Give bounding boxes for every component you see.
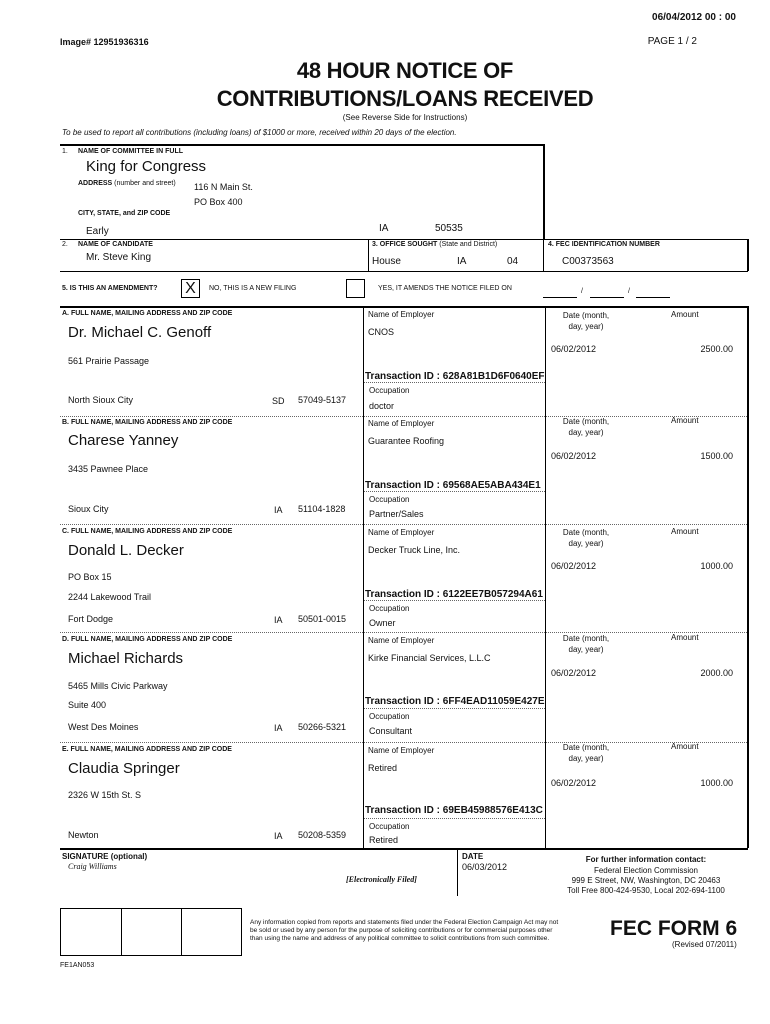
contributor-c-occupation-rule bbox=[364, 600, 545, 601]
contributor-e-state: IA bbox=[274, 831, 283, 841]
amend-month-line bbox=[543, 297, 577, 298]
committee-zip: 50535 bbox=[435, 223, 463, 234]
contributor-a-header: A. FULL NAME, MAILING ADDRESS AND ZIP CODE bbox=[62, 310, 233, 317]
amendment-label: 5. IS THIS AN AMENDMENT? bbox=[62, 285, 158, 292]
contributors-divider-left bbox=[363, 306, 364, 848]
contact-line-2: 999 E Street, NW, Washington, DC 20463 bbox=[571, 876, 721, 885]
contributor-e-amount: 1000.00 bbox=[700, 778, 733, 788]
section-2-number: 2. bbox=[62, 241, 68, 248]
contributor-e-occupation-rule bbox=[364, 818, 545, 819]
contributor-a-amount: 2500.00 bbox=[700, 344, 733, 354]
contributor-b-header: B. FULL NAME, MAILING ADDRESS AND ZIP CODE bbox=[62, 419, 233, 426]
contributor-e-employer: Retired bbox=[368, 763, 398, 773]
contributor-e-header: E. FULL NAME, MAILING ADDRESS AND ZIP CODE bbox=[62, 746, 232, 753]
contact-line-3: Toll Free 800-424-9530, Local 202-694-1100 bbox=[567, 886, 725, 895]
contributor-e-transaction-id: Transaction ID : 69EB45988576E413C bbox=[365, 805, 543, 816]
committee-top-rule bbox=[60, 144, 544, 146]
contributor-c-zip: 50501-0015 bbox=[298, 614, 347, 624]
disclaimer bbox=[250, 919, 558, 943]
contributor-b-zip: 51104-1828 bbox=[298, 504, 346, 514]
form-title-line1: 48 HOUR NOTICE OF bbox=[296, 58, 514, 83]
contributor-e-city: Newton bbox=[68, 830, 99, 840]
contributor-d-address-1: 5465 Mills Civic Parkway bbox=[68, 681, 168, 691]
contributor-e-employer-label: Name of Employer bbox=[368, 746, 435, 755]
contributor-b-occupation-label: Occupation bbox=[369, 495, 410, 504]
committee-city-label: CITY, STATE, and ZIP CODE bbox=[78, 210, 171, 217]
amend-day-line bbox=[590, 297, 624, 298]
committee-address-line1: 116 N Main St. bbox=[194, 182, 253, 192]
contributor-c-address-2: 2244 Lakewood Trail bbox=[68, 592, 152, 602]
office-district: 04 bbox=[507, 256, 519, 267]
contributor-d-name: Michael Richards bbox=[68, 650, 184, 667]
contributor-b-bottom-rule bbox=[60, 524, 747, 525]
contributor-b-occupation-rule bbox=[364, 491, 545, 492]
contributor-e-occupation: Retired bbox=[369, 835, 399, 845]
contributor-d-date: 06/02/2012 bbox=[551, 668, 597, 678]
section-1-number: 1. bbox=[62, 148, 68, 155]
contributor-b-date: 06/02/2012 bbox=[551, 451, 597, 461]
amend-date-sep-2: / bbox=[628, 288, 630, 295]
committee-address-label: ADDRESS (number and street) bbox=[78, 180, 176, 187]
contributor-d-zip: 50266-5321 bbox=[298, 722, 347, 732]
contributor-d-amount-label: Amount bbox=[671, 633, 699, 642]
signature-electronic-note: [Electronically Filed] bbox=[346, 875, 417, 884]
contributor-b-employer: Guarantee Roofing bbox=[368, 436, 445, 446]
contributor-d-header: D. FULL NAME, MAILING ADDRESS AND ZIP CODE bbox=[62, 636, 233, 643]
contributors-divider-right bbox=[545, 306, 546, 848]
contributor-c-bottom-rule bbox=[60, 632, 747, 633]
print-datetime: 06/04/2012 00 : 00 bbox=[652, 12, 736, 23]
amend-date-sep-1: / bbox=[581, 288, 583, 295]
signature-date-label: DATE bbox=[462, 852, 484, 861]
contributor-b-amount-label: Amount bbox=[671, 416, 699, 425]
office-sought-label: 3. OFFICE SOUGHT (State and District) bbox=[372, 241, 498, 248]
fec-stamp-box bbox=[60, 908, 242, 956]
contributor-b-employer-label: Name of Employer bbox=[368, 419, 435, 428]
contributors-right-rule bbox=[747, 306, 749, 848]
contributor-a-city: North Sioux City bbox=[68, 395, 134, 405]
office-state: IA bbox=[457, 256, 467, 267]
contributor-d-bottom-rule bbox=[60, 742, 747, 743]
candidate-divider-1 bbox=[368, 239, 369, 271]
candidate-name-label: NAME OF CANDIDATE bbox=[78, 241, 153, 248]
form-title-line2: CONTRIBUTIONS/LOANS RECEIVED bbox=[216, 86, 594, 111]
contributor-d-transaction-id: Transaction ID : 6FF4EAD11059E427E bbox=[365, 696, 545, 707]
contributor-c-state: IA bbox=[274, 615, 283, 625]
contributors-top-rule bbox=[60, 306, 748, 308]
contributor-b-amount: 1500.00 bbox=[700, 451, 733, 461]
fec-stamp-divider-1 bbox=[121, 908, 122, 956]
form-instruction: To be used to report all contributions (including loans) of $1000 or more, received within 20 days of the election. bbox=[62, 128, 457, 137]
contributor-c-occupation: Owner bbox=[369, 618, 396, 628]
image-number: Image# 12951936316 bbox=[60, 37, 149, 47]
disclaimer-line-1: Any information copied from reports and statements filed under the Federal Election Campaign Act may not bbox=[250, 919, 559, 926]
committee-name: King for Congress bbox=[86, 158, 207, 175]
contributor-b-address-1: 3435 Pawnee Place bbox=[68, 464, 149, 474]
contributor-a-date-label: Date (month, day, year) bbox=[562, 311, 610, 331]
contributor-d-employer-label: Name of Employer bbox=[368, 636, 435, 645]
contributor-e-address-1: 2326 W 15th St. S bbox=[68, 790, 142, 800]
new-filing-checkbox[interactable]: X bbox=[181, 279, 200, 298]
contributor-c-employer-label: Name of Employer bbox=[368, 528, 435, 537]
signature-label: SIGNATURE (optional) bbox=[62, 852, 148, 861]
form-name: FEC FORM 6 bbox=[610, 917, 738, 940]
committee-address-line2: PO Box 400 bbox=[194, 197, 243, 207]
contributor-a-name: Dr. Michael C. Genoff bbox=[68, 324, 212, 341]
form-subtitle: (See Reverse Side for Instructions) bbox=[342, 113, 468, 122]
amendment-checkbox[interactable] bbox=[346, 279, 365, 298]
contributor-a-occupation-rule bbox=[364, 382, 545, 383]
contributor-a-occupation: doctor bbox=[369, 401, 395, 411]
contributor-a-zip: 57049-5137 bbox=[298, 395, 347, 405]
contributor-d-employer: Kirke Financial Services, L.L.C bbox=[368, 653, 491, 663]
contributor-b-occupation: Partner/Sales bbox=[369, 509, 424, 519]
contributor-d-address-2: Suite 400 bbox=[68, 700, 107, 710]
contributor-a-employer: CNOS bbox=[368, 327, 395, 337]
contributor-d-occupation-label: Occupation bbox=[369, 712, 410, 721]
contributor-b-name: Charese Yanney bbox=[68, 432, 179, 449]
contributor-e-date-label: Date (month, day, year) bbox=[562, 743, 610, 763]
contributor-e-zip: 50208-5359 bbox=[298, 830, 347, 840]
new-filing-label: NO, THIS IS A NEW FILING bbox=[209, 285, 297, 292]
contributor-d-date-label: Date (month, day, year) bbox=[562, 634, 610, 654]
contributor-c-amount-label: Amount bbox=[671, 527, 699, 536]
candidate-name: Mr. Steve King bbox=[86, 252, 152, 263]
contributor-c-transaction-id: Transaction ID : 6122EE7B057294A61 bbox=[365, 589, 543, 600]
contributor-c-employer: Decker Truck Line, Inc. bbox=[368, 545, 461, 555]
contributor-c-city: Fort Dodge bbox=[68, 614, 114, 624]
contributor-d-occupation-rule bbox=[364, 708, 545, 709]
contributor-a-employer-label: Name of Employer bbox=[368, 310, 435, 319]
amend-year-line bbox=[636, 297, 670, 298]
contributor-e-amount-label: Amount bbox=[671, 742, 699, 751]
contributor-c-header: C. FULL NAME, MAILING ADDRESS AND ZIP CODE bbox=[62, 528, 233, 535]
contributor-b-city: Sioux City bbox=[68, 504, 109, 514]
contributor-c-date: 06/02/2012 bbox=[551, 561, 597, 571]
contributor-e-date: 06/02/2012 bbox=[551, 778, 597, 788]
contributor-a-transaction-id: Transaction ID : 628A81B1D6F0640EF bbox=[365, 371, 545, 382]
disclaimer-line-2: be sold or used by any person for the purpose of soliciting contributions or for commercial purposes other bbox=[250, 927, 553, 934]
contributor-a-address-1: 561 Prairie Passage bbox=[68, 356, 150, 366]
contributor-e-name: Claudia Springer bbox=[68, 760, 180, 777]
amendment-filed-label: YES, IT AMENDS THE NOTICE FILED ON bbox=[378, 285, 512, 292]
contributor-d-amount: 2000.00 bbox=[700, 668, 733, 678]
form-code: FE1AN053 bbox=[60, 962, 95, 969]
signature-date: 06/03/2012 bbox=[462, 862, 508, 872]
signature-divider bbox=[457, 848, 458, 896]
committee-state: IA bbox=[379, 223, 389, 234]
committee-name-label: NAME OF COMMITTEE IN FULL bbox=[78, 148, 183, 155]
contributor-c-name: Donald L. Decker bbox=[68, 542, 184, 559]
contributor-d-city: West Des Moines bbox=[68, 722, 139, 732]
candidate-bottom-rule bbox=[60, 271, 748, 272]
page-indicator: PAGE 1 / 2 bbox=[647, 36, 697, 47]
form-revision: (Revised 07/2011) bbox=[672, 940, 737, 949]
contributor-c-occupation-label: Occupation bbox=[369, 604, 410, 613]
contact-line-1: Federal Election Commission bbox=[593, 866, 699, 875]
fec-stamp-divider-2 bbox=[181, 908, 182, 956]
contributor-a-state: SD bbox=[272, 396, 285, 406]
contributor-d-state: IA bbox=[274, 723, 283, 733]
candidate-right-rule bbox=[747, 239, 749, 271]
signature-name: Craig Williams bbox=[68, 862, 117, 871]
contributor-a-bottom-rule bbox=[60, 416, 747, 417]
contributor-a-amount-label: Amount bbox=[671, 310, 699, 319]
disclaimer-line-3: than using the name and address of any political committee to solicit contributions from such committee. bbox=[250, 935, 550, 942]
contributor-b-date-label: Date (month, day, year) bbox=[562, 417, 610, 437]
contact-title: For further information contact: bbox=[585, 855, 707, 864]
contributor-e-occupation-label: Occupation bbox=[369, 822, 410, 831]
committee-right-rule bbox=[543, 144, 545, 240]
contributor-d-occupation: Consultant bbox=[369, 726, 413, 736]
contributor-c-date-label: Date (month, day, year) bbox=[562, 528, 610, 548]
contributor-b-transaction-id: Transaction ID : 69568AE5ABA434E1 bbox=[365, 480, 541, 491]
contributor-a-occupation-label: Occupation bbox=[369, 386, 410, 395]
candidate-divider-2 bbox=[543, 239, 544, 271]
candidate-top-rule bbox=[60, 239, 748, 240]
committee-city: Early bbox=[86, 226, 109, 237]
contributor-b-state: IA bbox=[274, 505, 283, 515]
contributor-c-amount: 1000.00 bbox=[700, 561, 733, 571]
contributors-bottom-rule bbox=[60, 848, 748, 850]
fec-id-label: 4. FEC IDENTIFICATION NUMBER bbox=[548, 241, 660, 248]
office-sought: House bbox=[372, 256, 401, 267]
fec-id: C00373563 bbox=[562, 256, 614, 267]
contributor-c-address-1: PO Box 15 bbox=[68, 572, 112, 582]
contributor-a-date: 06/02/2012 bbox=[551, 344, 597, 354]
